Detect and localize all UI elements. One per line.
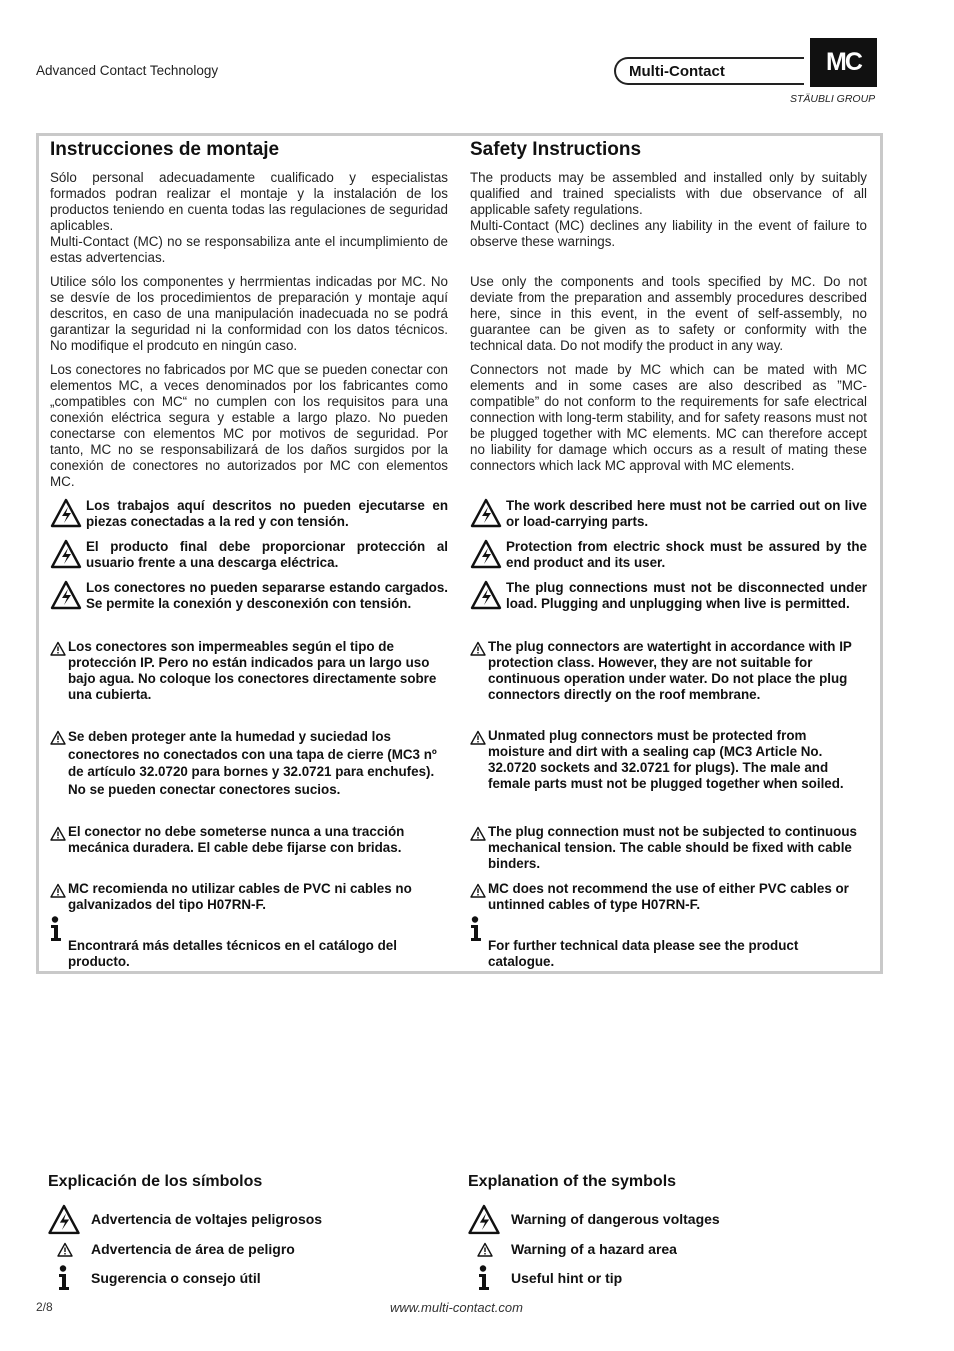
english-paragraph-3: Connectors not made by MC which can be mated with MC elements and in some cases are also described as ”MC-compatible” do not conform to the requirements for safe electrical connection with long-term stability, and for safety reasons must not be plugged together with MC elements. MC can therefore accept no liability for damage which occurs as a result of mating these connectors which lack MC approval with MC elements. bbox=[470, 362, 867, 473]
hazard-warning-icon bbox=[470, 883, 486, 898]
voltage-warning-icon bbox=[467, 1204, 501, 1235]
info-icon bbox=[58, 1265, 70, 1291]
info-icon bbox=[478, 1265, 490, 1291]
symbol-legend-es-voltage: Advertencia de voltajes peligrosos bbox=[91, 1211, 323, 1227]
tagline: Advanced Contact Technology bbox=[36, 63, 219, 78]
symbol-legend-es-hazard: Advertencia de área de peligro bbox=[91, 1241, 295, 1257]
info-icon bbox=[470, 916, 482, 942]
voltage-warning-icon bbox=[47, 1204, 81, 1235]
hazard-warning-icon bbox=[57, 1242, 73, 1257]
instructions-frame: Instrucciones de montaje Sólo personal adecuadamente cualificado y especialistas formados podran realizar el montaje y la instalación de los productos teniendo en cuenta todas las regulaciones de seguridad aplicables. Multi-Contact (MC) no se responsabiliza ante el incumplimiento de estas advertencias. Utilice sólo los componentes y herrmientas indicadas por MC. No se desvíe de los procedimientos de preparación y montaje aquí descritos, en caso de una manipulación inadecuada no se podrá garantizar la seguridad ni la conformidad con los datos técnicos. No modifique el prodcuto en ningún caso. Los conectores no fabricados por MC que se pueden conectar con elementos MC, a veces denominados por los fabricantes como „compatibles con MC“ no cumplen con los requisitos para una conexión eléctrica segura y estable a largo plazo. No pueden conectarse con elementos MC por motivos de seguridad. Por tanto, MC no se responsabilizará de los daños surgidos por la conexión de conectores no autorizados por MC con elementos MC. Los trabajos aquí descritos no pueden ejecutarse en piezas conectadas a la red y con tensión. El producto final debe proporcionar protección al usuario frente a una descarga eléctrica. Los conectores no pueden separarse estando cargados. Se permite la conexión y desconexión con tensión. Los conectores son impermeables según el tipo de protección IP. Pero no están indicados para un largo uso bajo agua. No coloque los conectores directamente sobre una cubierta. Se deben proteger ante la humedad y suciedad los conectores no conectados con una tapa de cierre (MC3 nº de artículo 32.0720 para bornes y 32.0721 para enchufes). No se pueden conectar conectores sucios. El conector no debe someterse nunca a una tracción mecánica duradera. El cable debe fijarse con bridas. MC recomienda no utilizar cables de PVC ni cables no galvanizados del tipo H07RN-F. Encontrará más detalles técnicos en el catálogo del producto. Safety Instructions The products may be assembled and installed only by suitably qualified and trained specialists with due observance of all applicable safety regulations. Multi-Contact (MC) declines any liability in the event of failure to observe these warnings. Use only the components and tools specified by MC. Do not deviate from the preparation and assembly procedures described here, since in this event, in the event of self-assembly, no guarantee can be given as to safety or conformity with the technical data. Do not modify the product in any way. Connectors not made by MC which can be mated with MC elements and in some cases are also described as ”MC-compatible” do not conform to the requirements for safe electrical connection with long-term stability, and for safety reasons must not be plugged together with MC elements. MC can therefore accept no liability for damage which occurs as a result of mating these connectors which lack MC approval with MC elements. The work described here must not be carried out on live or load-carrying parts. Protection from electric shock must be assured by the end product and its user. The plug connections must not be disconnected under load. Plugging and unplugging when live is permitted. The plug connectors are watertight in accordance with IP protection class. However, they are not suitable for continuous operation under water. Do not place the plug connectors directly on the roof membrane. Unmated plug connectors must be protected from moisture and dirt with a sealing cap (MC3 Article No. 32.0720 sockets and 32.0721 for plugs). The male and female parts must not be plugged together when soiled. The plug connection must not be subjected to continuous mechanical tension. The cable should be fixed with cable binders. MC does not recommend the use of either PVC cables or untinned cables of type H07RN-F. For further technical data please see the product catalogue. bbox=[36, 133, 883, 974]
group-label: STÄUBLI GROUP bbox=[790, 93, 876, 105]
voltage-warning-icon bbox=[470, 539, 502, 569]
english-title: Safety Instructions bbox=[470, 139, 642, 160]
website-link[interactable]: www.multi-contact.com bbox=[390, 1300, 523, 1315]
brand-name: Multi-Contact bbox=[629, 63, 725, 80]
voltage-warning-icon bbox=[470, 580, 502, 610]
symbol-legend-en-hazard: Warning of a hazard area bbox=[511, 1241, 677, 1257]
hazard-warning-icon bbox=[50, 641, 66, 656]
symbols-title-en: Explanation of the symbols bbox=[468, 1173, 677, 1190]
voltage-warning-icon bbox=[50, 580, 82, 610]
english-paragraph-1b: Multi-Contact (MC) declines any liability in the event of failure to observe these warnings. bbox=[470, 218, 867, 249]
hazard-warning-icon bbox=[470, 730, 486, 745]
mc-logo: MC bbox=[810, 38, 877, 87]
hazard-warning-icon bbox=[470, 641, 486, 656]
page-number: 2/8 bbox=[36, 1300, 53, 1314]
hazard-warning-icon bbox=[477, 1242, 493, 1257]
symbol-legend-en-hint: Useful hint or tip bbox=[511, 1270, 623, 1286]
symbol-legend-es-hint: Sugerencia o consejo útil bbox=[91, 1270, 261, 1286]
spanish-paragraph-2: Utilice sólo los componentes y herrmientas indicadas por MC. No se desvíe de los procedimientos de preparación y montaje aquí descritos, en caso de una manipulación inadecuada no se podrá garantizar la seguridad ni la conformidad con los datos técnicos. No modifique el prodcuto en ningún caso. bbox=[50, 274, 448, 353]
symbols-title-es: Explicación de los símbolos bbox=[48, 1173, 263, 1190]
hazard-warning-icon bbox=[50, 730, 66, 745]
spanish-paragraph-1: Sólo personal adecuadamente cualificado y especialistas formados podran realizar el montaje y la instalación de los productos teniendo en cuenta todas las regulaciones de seguridad aplicables. bbox=[50, 170, 448, 233]
english-paragraph-1: The products may be assembled and installed only by suitably qualified and trained specialists with due observance of all applicable safety regulations. bbox=[470, 170, 867, 217]
hazard-warning-icon bbox=[50, 883, 66, 898]
hazard-warning-icon bbox=[50, 826, 66, 841]
spanish-title: Instrucciones de montaje bbox=[50, 139, 280, 160]
info-icon bbox=[50, 916, 62, 942]
voltage-warning-icon bbox=[470, 498, 502, 528]
spanish-paragraph-1b: Multi-Contact (MC) no se responsabiliza ante el incumplimiento de estas advertencias. bbox=[50, 234, 448, 265]
voltage-warning-icon bbox=[50, 498, 82, 528]
voltage-warning-icon bbox=[50, 539, 82, 569]
english-paragraph-2: Use only the components and tools specified by MC. Do not deviate from the preparation and assembly procedures described here, since in this event, in the event of self-assembly, no guarantee can be given as to safety or conformity with the technical data. Do not modify the product in any way. bbox=[470, 274, 867, 353]
brand-name-badge bbox=[614, 57, 804, 85]
symbol-legend-en-voltage: Warning of dangerous voltages bbox=[511, 1211, 720, 1227]
spanish-paragraph-3: Los conectores no fabricados por MC que se pueden conectar con elementos MC, a veces denominados por los fabricantes como „compatibles con MC“ no cumplen con los requisitos para una conexión eléctrica segura y estable a largo plazo. No pueden conectarse con elementos MC por motivos de seguridad. Por tanto, MC no se responsabilizará de los daños surgidos por la conexión de conectores no autorizados por MC con elementos MC. bbox=[50, 362, 448, 489]
hazard-warning-icon bbox=[470, 826, 486, 841]
